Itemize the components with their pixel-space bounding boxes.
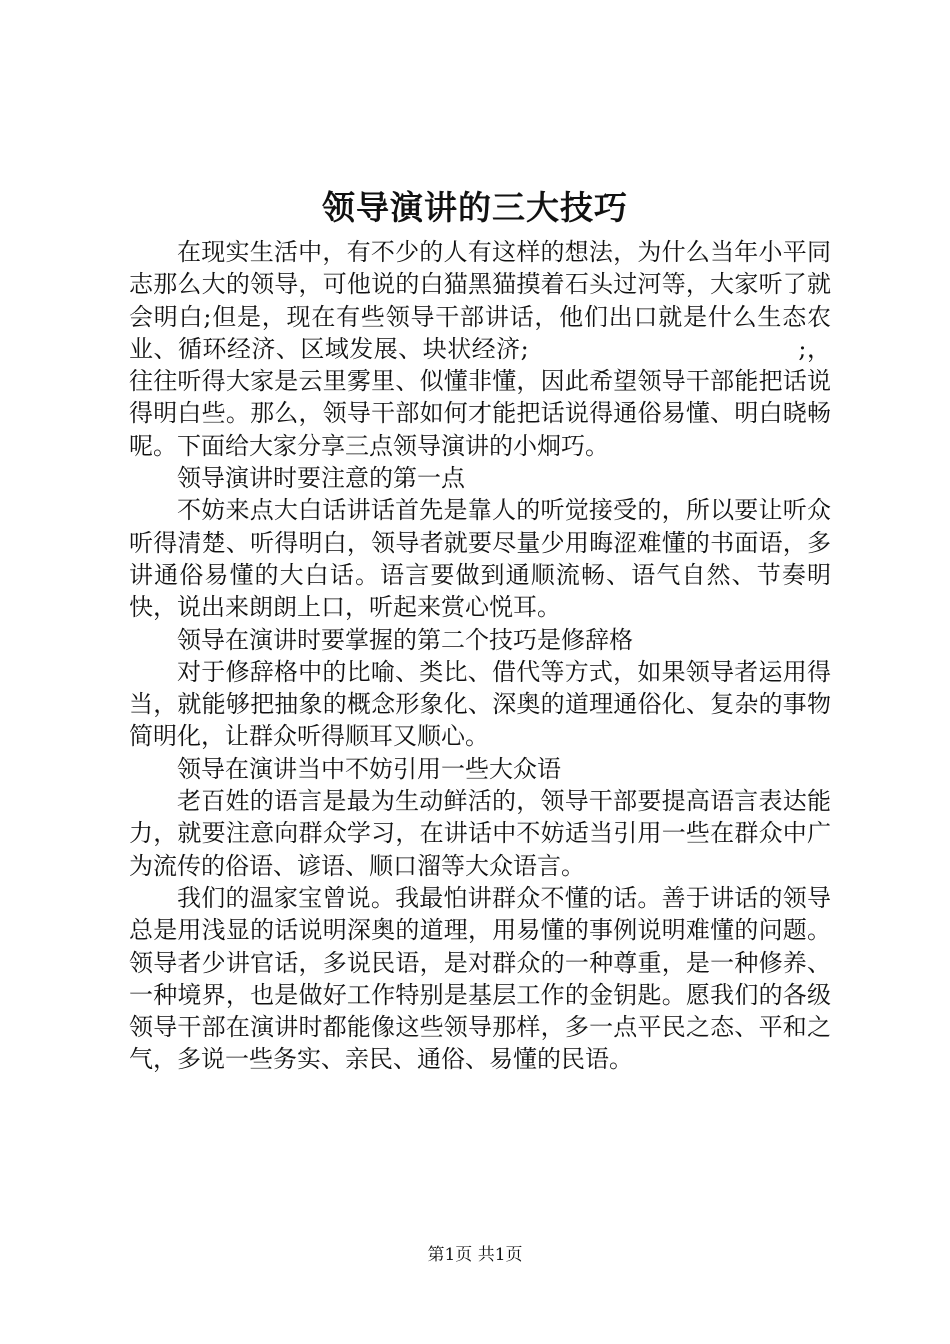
section-heading-1: 领导演讲时要注意的第一点 (177, 464, 465, 493)
section-heading-3: 领导在演讲当中不妨引用一些大众语 (177, 754, 561, 783)
paragraph-rhetoric: 对于修辞格中的比喻、类比、借代等方式，如果领导者运用得当，就能够把抽象的概念形象化、深奥的道理通俗化、复杂的事物简明化，让群众听得顺耳又顺心。 (129, 657, 831, 751)
document-body (129, 236, 831, 1076)
section-heading-2: 领导在演讲时要掌握的第二个技巧是修辞格 (177, 625, 633, 654)
document-title: 领导演讲的三大技巧 (322, 188, 628, 227)
paragraph-conclusion: 我们的温家宝曾说。我最怕讲群众不懂的话。善于讲话的领导总是用浅显的话说明深奥的道理，用易懂的事例说明难懂的问题。领导者少讲官话，多说民语，是对群众的一种尊重，是一种修养、一种境界，也是做好工作特别是基层工作的金钥匙。愿我们的各级领导干部在演讲时都能像这些领导那样，多一点平民之态、平和之气，多说一些务实、亲民、通俗、易懂的民语。 (129, 883, 831, 1074)
paragraph-popular-language: 老百姓的语言是最为生动鲜活的，领导干部要提高语言表达能力，就要注意向群众学习，在讲话中不妨适当引用一些在群众中广为流传的俗语、谚语、顺口溜等大众语言。 (129, 787, 831, 880)
paragraph-intro: 在现实生活中，有不少的人有这样的想法，为什么当年小平同志那么大的领导，可他说的白猫黑猫摸着石头过河等，大家听了就会明白;但是，现在有些领导干部讲话，他们出口就是什么生态农业、循环经济、区域发展、块状经济; ;，往往听得大家是云里雾里、似懂非懂，因此希望领导干部能把话说得明白些。那么，领导干部如何才能把话说得通俗易懂、明白晓畅呢。下面给大家分享三点领导演讲的小炯巧。 (129, 238, 831, 460)
page-footer: 第1页 共1页 (427, 1245, 523, 1265)
paragraph-plain-speech: 不妨来点大白话讲话首先是靠人的听觉接受的，所以要让听众听得清楚、听得明白，领导者就要尽量少用晦涩难懂的书面语，多讲通俗易懂的大白话。语言要做到通顺流畅、语气自然、节奏明快，说出来朗朗上口，听起来赏心悦耳。 (129, 496, 831, 622)
